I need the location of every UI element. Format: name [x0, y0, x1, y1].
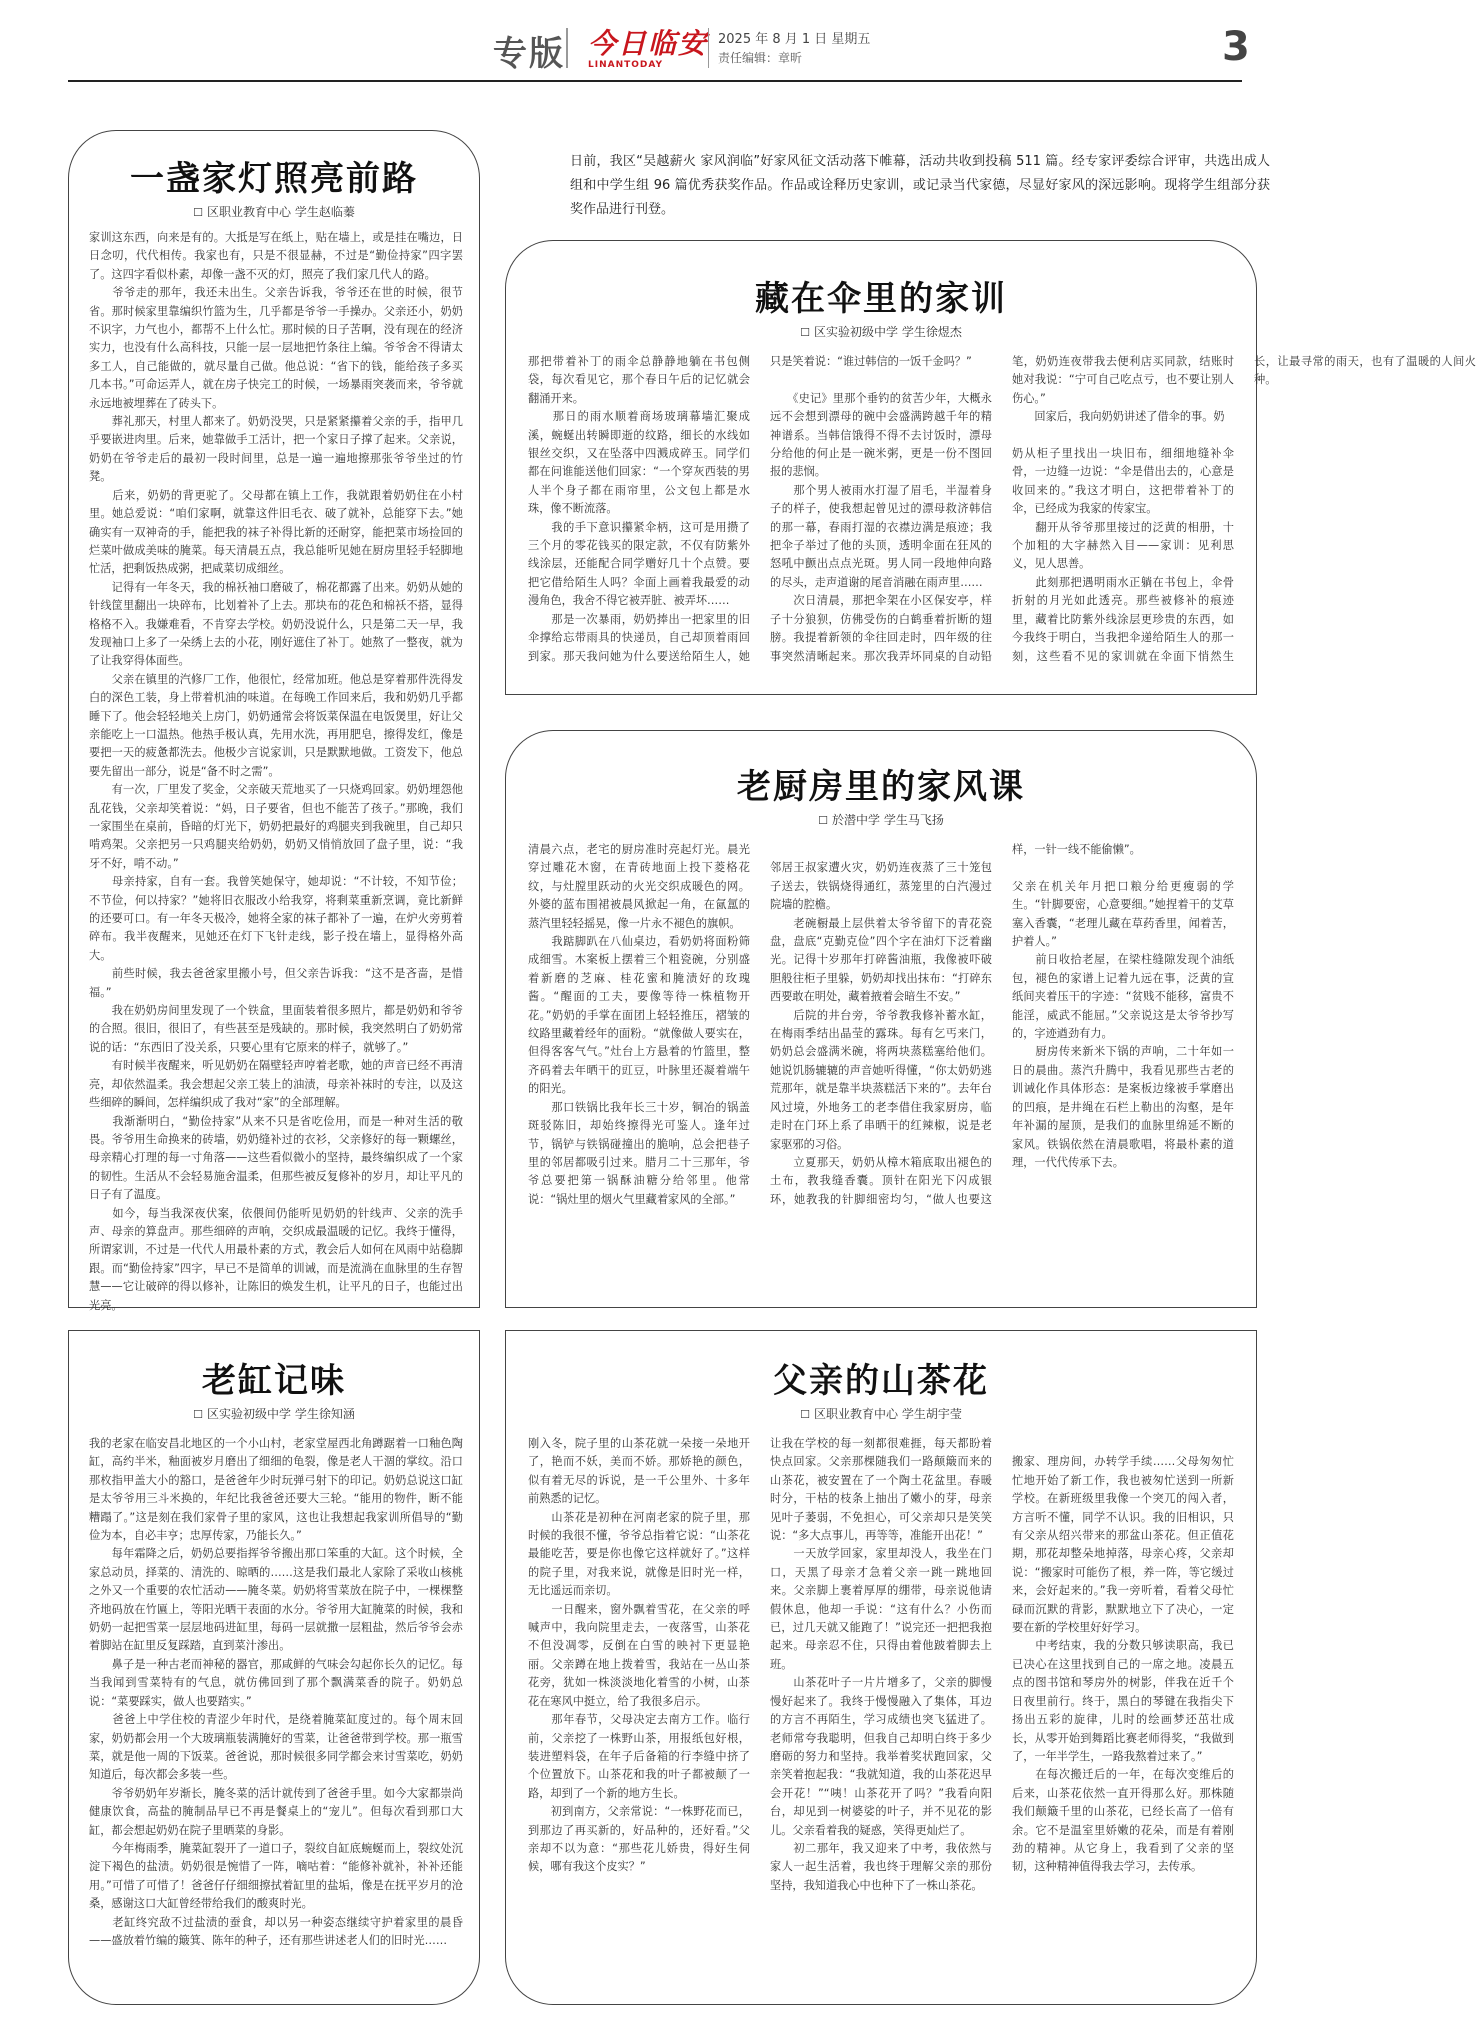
byline-text: 区实验初级中学 学生徐煜杰: [814, 325, 962, 339]
article-body: 那把带着补丁的雨伞总静静地躺在书包侧袋，每次看见它，那个春日午后的记忆就会翻涌开来。 那日的雨水顺着商场玻璃幕墙汇聚成溪，蜿蜒出转瞬即逝的纹路，细长的水线如银丝交织，又在坠落中四溅成碎玉。同学们都在问谁能送他们回家：“一个穿灰西装的男人半个身子都在雨帘里，公文包上都是水珠，像不断流落。 我的手下意识攥紧伞柄，这可是用攒了三个月的零花钱买的限定款，不仅有防紫外线涂层，还能配合同学赠好几十个点赞。要把它借给陌生人吗？伞面上画着我最爱的动漫角色，我舍不得它被弄脏、被弄坏…… 那是一次暴雨，奶奶捧出一把家里的旧伞撑给忘带雨具的快递员，自己却顶着雨回到家。那天我问她为什么要送给陌生人，她只是笑着说：“谁过韩信的一饭千金吗？” 《史记》里那个垂钓的贫苦少年，大概永远不会想到漂母的碗中会盛满跨越千年的精神谱系。当韩信饿得不得不去讨饭时，漂母分给他的何止是一碗米粥，更是一份不图回报的悲悯。 那个男人被雨水打湿了眉毛，半湿着身子的样子，使我想起曾见过的漂母救济韩信的那一幕，春雨打湿的衣襟边满是痕迹；我把伞子举过了他的头顶，透明伞面在狂风的怒吼中颤出点点光斑。男人同一段地伸向路的尽头，走声道谢的尾音消融在雨声里…… 次日清晨，那把伞架在小区保安亭，样子十分狼狈，仿佛受伤的白鹤垂着折断的翅膀。我提着新领的伞往回走时，四年级的往事突然清晰起来。那次我弄坏同桌的自动铅笔，奶奶连夜带我去便利店买同款，结账时她对我说：“宁可自己吃点亏，也不要让别人伤心。” 回家后，我向奶奶讲述了借伞的事。奶 奶从柜子里找出一块旧布，细细地缝补伞骨，一边缝一边说：“伞是借出去的，心意是收回来的。”我这才明白，这把带着补丁的伞，已经成为我家的传家宝。 翻开从爷爷那里接过的泛黄的相册，十个加粗的大字赫然入目——家训：见利思义，见人思善。 此刻那把遇明雨水正躺在书包上，伞骨折射的月光如此透亮。那些被修补的痕迹里，藏着比防紫外线涂层更珍贵的东西，如今我终于明白，当我把伞递给陌生人的那一刻，这些看不见的家训就在伞面下悄然生长，让最寻常的雨天，也有了温暖的人间火种。: [528, 355, 1476, 663]
byline-text: 区职业教育中心 学生赵临蓁: [207, 205, 355, 219]
article-card: [505, 1330, 1257, 2005]
article-title: 藏在伞里的家训: [755, 279, 1007, 319]
intro-paragraph: 日前，我区“吴越薪火 家风润临”好家风征文活动落下帷幕，活动共收到投稿 511 篇。经专家评委综合评审，共选出成人组和中学生组 96 篇优秀获奖作品。作品或诠释历史家训，或记录当代家德，尽显好家风的深远影响。现将学生组部分获奖作品进行刊登。: [570, 154, 1270, 217]
logo-chinese: 今日临安: [588, 27, 709, 60]
byline-text: 於潜中学 学生马飞扬: [832, 813, 944, 827]
square-icon: ☐: [193, 206, 204, 219]
issue-date: 2025 年 8 月 1 日 星期五: [718, 32, 871, 47]
article-title: 老厨房里的家风课: [737, 767, 1025, 807]
article-body: 刚入冬，院子里的山茶花就一朵接一朵地开了，艳而不妖，美而不娇。那娇艳的颜色，似有着无尽的诉说，是一千公里外、十多年前熟悉的记忆。 山茶花是初种在河南老家的院子里，那时候的我很不懂，爷爷总指着它说：“山茶花最能吃苦，要是你也像它这样就好了。”这样的院子里，对我来说，就像是旧时光一样，无比遥远而亲切。 一日醒来，窗外飘着雪花，在父亲的呼喊声中，我向院里走去，一夜落雪，山茶花不但没凋零，反倒在白雪的映衬下更显艳丽。父亲蹲在地上拨着雪，我站在一丛山茶花旁，犹如一株淡淡地化着雪的小树，山茶花在寒风中挺立，给了我很多启示。 那年春节，父母决定去南方工作。临行前，父亲挖了一株野山茶，用报纸包好根，装进塑料袋，在年子后备箱的行李缝中挤了个位置放下。山茶花和我的叶子都被颠了一路，却到了一个新的地方生长。 初到南方，父亲常说：“一株野花而已，到那边了再买新的，好品种的，还好看。”父亲却不以为意：“那些花儿娇贵，得好生伺候，哪有我这个皮实？” 让我在学校的每一刻都很难捱，每天都盼着快点回家。父亲那棵随我们一路颠簸而来的山茶花，被安置在了一个陶土花盆里。春暖时分，干枯的枝条上抽出了嫩小的芽，母亲见叶子萎弱，不免担心，可父亲却只是笑笑说：“多大点事儿，再等等，准能开出花！” 一天放学回家，家里却没人，我坐在门口，天黑了母亲才急着父亲一跳一跳地回来。父亲脚上裹着厚厚的绷带，母亲说他请假休息，他却一手说：“这有什么？小伤而已，过几天就又能跑了！”说完还一把把我抱起来。母亲忍不住，只得由着他跛着脚去上班。 山茶花叶子一片片增多了，父亲的脚慢慢好起来了。我终于慢慢融入了集体，耳边的方言不再陌生，学习成绩也突飞猛进了。老师常夸我聪明，但我自己却明白终于多少磨砺的努力和坚持。我举着奖状跑回家，父亲笑着抱起我：“我就知道，我的山茶花迟早会开花！”“咦！山茶花开了吗？”我看向阳台，却见到一树婆娑的叶子，并不见花的影儿。父亲看着我的疑惑，笑得更灿烂了。 初二那年，我又迎来了中考，我依然与家人一起生活着，我也终于理解父亲的那份坚持，我知道我心中也种下了一株山茶花。 搬家、理房间，办转学手续……父母匆匆忙忙地开始了新工作，我也被匆忙送到一所新学校。在新班级里我像一个突兀的闯入者，方言听不懂，同学不认识。我的旧相识，只有父亲从绍兴带来的那盆山茶花。但正值花期，那花却整朵地掉落，母亲心疼，父亲却说：“搬家时可能伤了根，养一阵，等它缓过来，会好起来的。”我一旁听着，看着父母忙碌而沉默的背影，默默地立下了决心，一定要在新的学校里好好学习。 中考结束，我的分数只够读职高，我已已决心在这里找到自己的一席之地。凌晨五点的图书馆和琴房外的树影，伴我在近千个日夜里前行。终于，黑白的琴键在我指尖下扬出五彩的旋律，儿时的绘画梦还茁壮成长，从零开始到舞蹈比赛老师得奖，“我做到了，一年半学生，一路我熬着过来了。” 在每次搬迁后的一年，在每次变维后的后来，山茶花依然一直开得那么好。那株随我们颠簸千里的山茶花，已经长高了一倍有余。它不是温室里娇嫩的花朵，而是有着刚劲的精神。从它身上，我看到了父亲的坚韧，这种精神值得我去学习，去传承。: [528, 1437, 1234, 1892]
article-title: 老缸记味: [202, 1361, 346, 1401]
article-byline: [69, 1405, 479, 1422]
article-card: [68, 1330, 480, 2005]
logo-english: LINANTODAY: [588, 60, 663, 70]
article-columns: [528, 841, 1234, 1277]
article-byline: [506, 1405, 1256, 1422]
article-byline: [69, 203, 479, 220]
header-rule: [68, 80, 1242, 82]
article-card: [68, 130, 480, 1312]
article-title: 父亲的山茶花: [773, 1361, 989, 1401]
page-header: [0, 0, 1280, 84]
square-icon: ☐: [193, 1408, 204, 1421]
article-card: [505, 240, 1476, 695]
article-body: 清晨六点，老宅的厨房准时亮起灯光。晨光穿过雕花木窗，在青砖地面上投下菱格花纹，与灶膛里跃动的火光交织成暖色的网。外婆的蓝布围裙被晨风掀起一角，在氤氲的蒸汽里轻轻摇晃，像一片永不褪色的旗帜。 我踮脚趴在八仙桌边，看奶奶将面粉筛成细雪。木案板上摆着三个粗瓷碗，分别盛着新磨的芝麻、桂花蜜和腌渍好的玫瑰酱。“醒面的工夫，要像等待一株植物开花。”奶奶的手掌在面团上轻轻推压，褶皱的纹路里藏着经年的面粉。“就像做人要实在，但得客客气气。”灶台上方悬着的竹篮里，整齐码着去年晒干的豇豆，叶脉里还凝着端午的阳光。 那口铁锅比我年长三十岁，铜冶的锅盖斑驳陈旧，却始终擦得光可鉴人。逢年过节，锅铲与铁锅碰撞出的脆响，总会把巷子里的邻居都吸引过来。腊月二十三那年，爷爷总要把第一锅酥油糖分给邻里。他常说：“锅灶里的烟火气里藏着家风的全部。” 邻居王叔家遭火灾，奶奶连夜蒸了三十笼包子送去，铁锅烧得通红，蒸笼里的白汽漫过院墙的腔檐。 老碗橱最上层供着太爷爷留下的青花瓷盘，盘底“克勤克俭”四个字在油灯下泛着幽光。记得十岁那年打碎酱油瓶，我像被吓破胆般往柜子里躲，奶奶却找出抹布：“打碎东西要敢在明处，藏着掖着会暗生不安。” 后院的井台旁，爷爷教我修补蓄水缸，在梅雨季结出晶莹的露珠。每有乞丐来门，奶奶总会盛满米碗，将两块蒸糕塞给他们。她说饥肠辘辘的声音她听得懂，“你太奶奶逃荒那年，就是靠半块蒸糕活下来的”。去年台风过境，外地务工的老李借住我家厨房，临走时在门环上系了串晒干的红辣椒，说是老家驱邪的习俗。 立夏那天，奶奶从樟木箱底取出褪色的土布，教我缝香囊。顶针在阳光下闪成银环，她教我的针脚细密均匀，“做人也要这样，一针一线不能偷懒”。 父亲在机关年月把口粮分给更瘦弱的学生。“针脚要密，心意要细。”她捏着干的艾草塞入香囊，“老理儿藏在草药香里，闻着苦，护着人。” 前日收拾老屋，在梁柱缝隙发现个油纸包，褪色的家谱上记着九远在事，泛黄的宣纸间夹着压干的字迹：“贫贱不能移，富贵不能淫，威武不能屈。”父亲说这是太爷爷抄写的，字迹遒劲有力。 厨房传来新米下锅的声响，二十年如一日的晨曲。蒸汽升腾中，我看见那些古老的训诫化作具体形态：是案板边缘被手掌磨出的凹痕，是井绳在石栏上勒出的沟壑，是年年补漏的屋顶，是我们的血脉里绵延不断的家风。铁锅依然在清晨歌唱，将最朴素的道理，一代代传承下去。: [528, 843, 1234, 1206]
page-number: 3: [1222, 24, 1250, 70]
article-card: [505, 730, 1257, 1308]
newspaper-logo: [588, 22, 708, 70]
article-body: 家训这东西，向来是有的。大抵是写在纸上，贴在墙上，或是挂在嘴边，日日念叨，代代相传。我家也有，只是不很显赫，不过是“勤俭持家”四字罢了。这四字看似朴素，却像一盏不灭的灯，照亮了我们家几代人的路。 爷爷走的那年，我还未出生。父亲告诉我，爷爷还在世的时候，很节省。那时候家里靠编织竹篮为生，几乎都是爷爷一手操办。父亲还小，奶奶不识字，力气也小，都帮不上什么忙。那时候的日子苦啊，没有现在的经济实力，也没有什么高科技，只能一层一层地把竹条往上编。爷爷舍不得请太多工人，自己能做的，就尽量自己做。他总说：“省下的钱，能给孩子多买几本书。”可命运弄人，就在房子快完工的时候，一场暴雨突袭而来，爷爷就永远地被埋葬在了砖头下。 葬礼那天，村里人都来了。奶奶没哭，只是紧紧攥着父亲的手，指甲几乎要嵌进肉里。后来，她靠做手工活计，把一个家日子撑了起来。父亲说，奶奶在爷爷走后的最初一段时间里，总是一遍一遍地擦那张爷爷坐过的竹凳。 后来，奶奶的背更驼了。父母都在镇上工作，我就跟着奶奶住在小村里。她总爱说：“咱们家啊，就靠这件旧毛衣、破了就补，总能穿下去。”她确实有一双神奇的手，能把我的袜子补得比新的还耐穿，能把菜市场捡回的烂菜叶做成美味的腌菜。每天清晨五点，我总能听见她在厨房里轻手轻脚地忙活，把剩饭热成粥，把咸菜切成细丝。 记得有一年冬天，我的棉袄袖口磨破了，棉花都露了出来。奶奶从她的针线筐里翻出一块碎布，比划着补了上去。那块布的花色和棉袄不搭，显得格格不入。我嫌难看，不肯穿去学校。奶奶没说什么，只是第二天一早，我发现袖口上多了一朵绣上去的小花，刚好遮住了补丁。她熬了一整夜，就为了让我穿得体面些。 父亲在镇里的汽修厂工作，他很忙，经常加班。他总是穿着那件洗得发白的深色工装，身上带着机油的味道。在每晚工作回来后，我和奶奶几乎都睡下了。他会轻轻地关上房门，奶奶通常会将饭菜保温在电饭煲里，好让父亲能吃上一口温热。他热手极认真，先用水洗，再用肥皂，擦得发红，像是要把一天的疲惫都洗去。他极少言说家训，只是默默地做。工资发下，他总要先留出一部分，说是“备不时之需”。 有一次，厂里发了奖金，父亲破天荒地买了一只烧鸡回家。奶奶埋怨他乱花钱，父亲却笑着说：“妈，日子要省，但也不能苦了孩子。”那晚，我们一家围坐在桌前，昏暗的灯光下，奶奶把最好的鸡腿夹到我碗里，自己却只啃鸡架。父亲把另一只鸡腿夹给奶奶，奶奶又悄悄放回了盘子里，说：“我牙不好，啃不动。” 母亲持家，自有一套。我曾笑她保守，她却说：“不计较，不知节俭；不节俭，何以持家？”她将旧衣服改小给我穿，将剩菜重新烹调，竟比新鲜的还要可口。有一年冬天极冷，她将全家的袜子都补了一遍，在炉火旁剪着碎布。我半夜醒来，见她还在灯下飞针走线，影子投在墙上，显得格外高大。 前些时候，我去爸爸家里搬小号，但父亲告诉我：“这不是吝啬，是惜福。” 我在奶奶房间里发现了一个铁盒，里面装着很多照片，都是奶奶和爷爷的合照。很旧，很旧了，有些甚至是残缺的。那时候，我突然明白了奶奶常说的话：“东西旧了没关系，只要心里有它原来的样子，就够了。” 有时候半夜醒来，听见奶奶在隔壁轻声哼着老歌，她的声音已经不再清亮，却依然温柔。我会想起父亲工装上的油渍，母亲补袜时的专注，以及这些细碎的瞬间，怎样编织成了我对“家”的全部理解。 我渐渐明白，“勤俭持家”从来不只是省吃俭用，而是一种对生活的敬畏。爷爷用生命换来的砖墙，奶奶缝补过的衣衫，父亲修好的每一颗螺丝，母亲精心打理的每一寸角落——这些看似微小的坚持，最终编织成了一个家的韧性。生活从不会轻易施舍温柔，但那些被反复修补的岁月，却让平凡的日子有了温度。 如今，每当我深夜伏案，依偎间仍能听见奶奶的针线声、父亲的洗手声、母亲的算盘声。那些细碎的声响，交织成最温暖的记忆。我终于懂得，所谓家训，不过是一代代人用最朴素的方式，教会后人如何在风雨中站稳脚跟。而“勤俭持家”四字，早已不是简单的训诫，而是流淌在血脉里的生存智慧——它让破碎的得以修补，让陈旧的焕发生机，让平凡的日子，也能过出光亮。: [89, 231, 463, 1312]
article-byline: [506, 811, 1256, 828]
byline-text: 区职业教育中心 学生胡宇莹: [814, 1407, 962, 1421]
byline-text: 区实验初级中学 学生徐知涵: [207, 1407, 355, 1421]
editor-credit: 责任编辑：章昕: [718, 51, 803, 65]
article-columns: [528, 1435, 1234, 1974]
article-byline: [506, 323, 1256, 340]
square-icon: ☐: [818, 814, 829, 827]
header-divider: [708, 28, 709, 68]
article-columns: [528, 353, 1476, 674]
article-title: 一盏家灯照亮前路: [130, 159, 418, 199]
square-icon: ☐: [800, 326, 811, 339]
article-body: 我的老家在临安昌北地区的一个小山村，老家堂屋西北角蹲踞着一口釉色陶缸，高约半米，釉面被岁月磨出了细细的龟裂，像是老人干涸的掌纹。沿口那枚指甲盖大小的豁口，是爸爸年少时玩弹弓射下的印记。奶奶总说这口缸是太爷爷用三斗米换的，年纪比我爸爸还要大三轮。“能用的物件，断不能糟蹋了。”这是刻在我们家骨子里的家风，这也让我想起我家训所倡导的“勤俭为本，自必丰亨；忠厚传家，乃能长久。” 每年霜降之后，奶奶总要指挥爷爷搬出那口笨重的大缸。这个时候，全家总动员，择菜的、清洗的、晾晒的……这是我们最北人家除了采收山核桃之外又一个重要的农忙活动——腌冬菜。奶奶将雪菜放在院子中，一棵棵整齐地码放在竹匾上，等阳光晒干表面的水分。爷爷用大缸腌菜的时候，我和奶奶一起把雪菜一层层地码进缸里，每码一层就撒一层粗盐，然后爷爷会赤着脚站在缸里反复踩踏，直到菜汁渗出。 鼻子是一种古老而神秘的器官，那咸鲜的气味会勾起你长久的记忆。每当我闻到雪菜特有的气息，就仿佛回到了那个飘满菜香的院子。奶奶总说：“菜要踩实，做人也要踏实。” 爸爸上中学住校的青涩少年时代，是绕着腌菜缸度过的。每个周末回家，奶奶都会用一个大玻璃瓶装满腌好的雪菜，让爸爸带到学校。那一瓶雪菜，就是他一周的下饭菜。爸爸说，那时候很多同学都会来讨雪菜吃，奶奶知道后，每次都会多装一些。 爷爷奶奶年岁渐长，腌冬菜的活计就传到了爸爸手里。如今大家都崇尚健康饮食，高盐的腌制品早已不再是餐桌上的“宠儿”。但每次看到那口大缸，都会想起奶奶在院子里晒菜的身影。 今年梅雨季，腌菜缸裂开了一道口子，裂纹自缸底蜿蜒而上，裂纹处沉淀下褐色的盐渍。奶奶很是惋惜了一阵，嘀咕着：“能修补就补，补补还能用。”可惜了可惜了！爸爸仔仔细细擦拭着缸里的盐垢，像是在抚平岁月的沧桑，感谢这口大缸曾经带给我们的酸爽时光。 老缸终究敌不过盐渍的蚕食，却以另一种姿态继续守护着家里的晨昏——盛放着竹编的簸箕、陈年的种子，还有那些讲述老人们的旧时光……: [89, 1437, 463, 1947]
header-divider: [566, 28, 568, 68]
square-icon: ☐: [800, 1408, 811, 1421]
section-label: 专版: [493, 34, 565, 74]
